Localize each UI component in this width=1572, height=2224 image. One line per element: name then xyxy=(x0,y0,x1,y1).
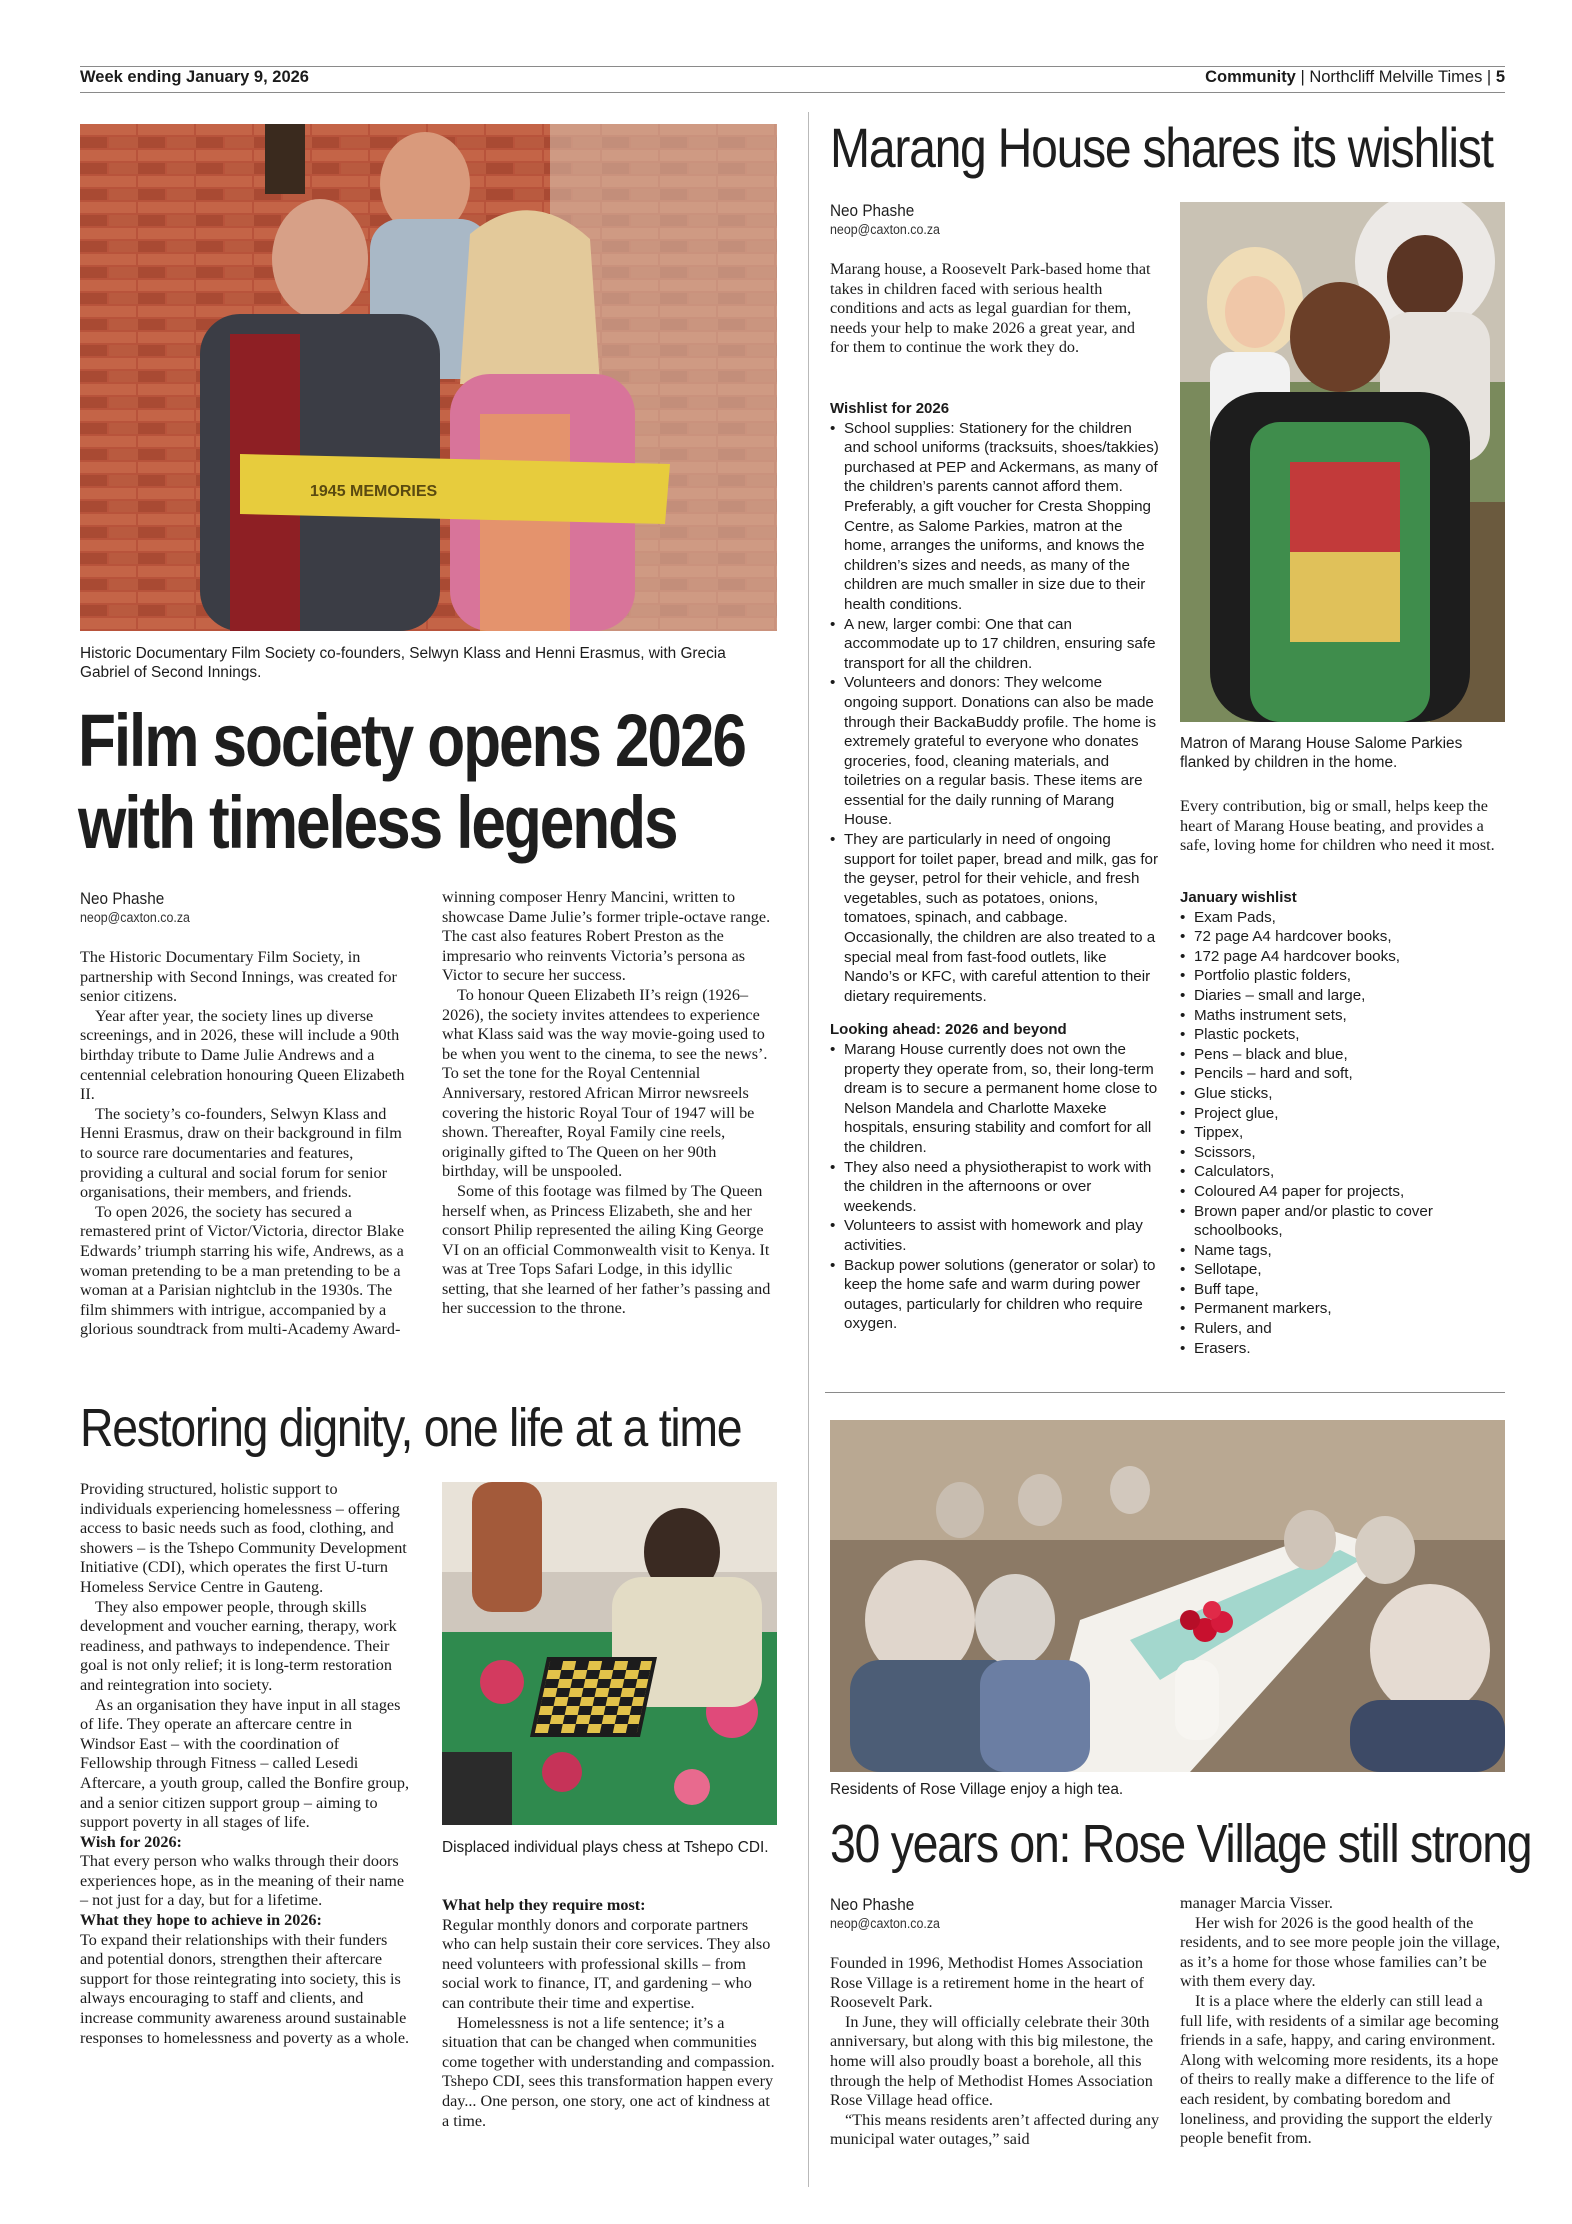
list-item: • Rulers, and xyxy=(1180,1319,1505,1339)
marang-lists xyxy=(830,393,1160,1334)
paragraph: To honour Queen Elizabeth II’s reign (1926–2026), the society invites attendees to experience what Klass said was the way movie-going used to be when you went to the cinema, to see the news’. To set the tone for the Royal Centennial Anniversary, restored African Mirror newsreels covering the historic Royal Tour of 1947 will be shown. Thereafter, Royal Family cine reels, originally gifted to The Queen on her 90th birthday, will be unspooled. xyxy=(442,985,768,1181)
list-item: • Scissors, xyxy=(1180,1143,1505,1163)
list-item: • Backup power solutions (generator or solar) to keep the home safe and warm during power outages, particularly for children who require oxygen. xyxy=(830,1256,1160,1334)
film-society-photo xyxy=(80,124,777,631)
byline-email: neop@caxton.co.za xyxy=(830,222,940,237)
paragraph: Providing structured, holistic support to individuals experiencing homelessness – offering access to basic needs such as food, clothing, and showers – is the Tshepo Community Development Initiative (CDI), which operates the first U-turn Homeless Service Centre in Gauteng. xyxy=(80,1480,407,1596)
byline-name: Neo Phashe xyxy=(80,889,165,908)
rose-village-byline xyxy=(830,1894,950,1932)
list-item: • Plastic pockets, xyxy=(1180,1025,1505,1045)
list-item: • Buff tape, xyxy=(1180,1280,1505,1300)
list-item: • Pencils – hard and soft, xyxy=(1180,1064,1505,1084)
paragraph-heading: What help they require most: xyxy=(442,1896,646,1914)
marang-intro: Marang house, a Roosevelt Park-based home that takes in children faced with serious health conditions and acts as legal guardian for them, needs your help to make 2026 a great year, and for them to continue the work they do. xyxy=(830,260,1151,357)
list-item: • 172 page A4 hardcover books, xyxy=(1180,947,1505,967)
page-number: 5 xyxy=(1495,68,1505,86)
marang-photo-image xyxy=(1180,202,1505,722)
wishlist xyxy=(830,419,1160,1007)
dignity-col2 xyxy=(442,1896,777,2131)
paragraph: “This means residents aren’t affected during any municipal water outages,” said xyxy=(830,2110,1160,2149)
photo-card-text: 1945 MEMORIES xyxy=(310,483,438,500)
film-society-byline xyxy=(80,888,200,926)
list-item: • Tippex, xyxy=(1180,1123,1505,1143)
paragraph: They also empower people, through skills development and voucher earning, therapy, work readiness, and pathways to independence. Their goal is not only relief; it is long-term restoration and reintegration into society. xyxy=(80,1597,397,1694)
marang-headline: Marang House shares its wishlist xyxy=(830,116,1493,179)
paragraph: Founded in 1996, Methodist Homes Association Rose Village is a retirement home in the heart of Roosevelt Park. xyxy=(830,1954,1144,2012)
byline-name: Neo Phashe xyxy=(830,1895,915,1914)
paragraph: In June, they will officially celebrate their 30th anniversary, but along with this big milestone, the home will also proudly boast a borehole, all this through the help of Methodist Homes Association Rose Village head office. xyxy=(830,2012,1154,2110)
list-item: • They also need a physiotherapist to work with the children in the afternoons or over weekends. xyxy=(830,1158,1160,1217)
list-item: • Exam Pads, xyxy=(1180,908,1505,928)
header-separator: | xyxy=(1300,68,1305,86)
section-name: Community xyxy=(1205,68,1296,86)
looking-ahead-list xyxy=(830,1040,1160,1334)
paragraph-heading: Wish for 2026: xyxy=(80,1832,182,1851)
january-wishlist xyxy=(1180,908,1505,1359)
film-society-headline-line1: Film society opens 2026 xyxy=(78,699,745,782)
list-item: • Diaries – small and large, xyxy=(1180,986,1505,1006)
page-header-right xyxy=(1205,67,1505,87)
list-item: • Volunteers and donors: They welcome ongoing support. Donations can also be made through their BackaBuddy profile. The home is extremely grateful to everyone who donates groceries, food, cleaning materials, and toiletries on a regular basis. These items are essential for the daily running of Marang House. xyxy=(830,673,1160,830)
rose-village-headline: 30 years on: Rose Village still strong xyxy=(830,1814,1532,1874)
list-item: • 72 page A4 hardcover books, xyxy=(1180,927,1505,947)
byline-email: neop@caxton.co.za xyxy=(830,1916,940,1931)
paragraph-heading: What they hope to achieve in 2026: xyxy=(80,1911,322,1930)
list-item: • Brown paper and/or plastic to cover schoolbooks, xyxy=(1180,1202,1505,1241)
paragraph: Year after year, the society lines up diverse screenings, and in 2026, these will include a 90th birthday tribute to Dame Julie Andrews and a centennial celebration honouring Queen Elizabeth II. xyxy=(80,1006,405,1104)
rose-village-col2 xyxy=(1180,1894,1505,2149)
list-item: • Permanent markers, xyxy=(1180,1299,1505,1319)
list-item: • Project glue, xyxy=(1180,1104,1505,1124)
list-item: • A new, larger combi: One that can accommodate up to 17 children, ensuring safe transport for all the children. xyxy=(830,615,1160,674)
list-item: • Marang House currently does not own the property they operate from, so, their long-term dream is to secure a permanent home close to Nelson Mandela and Charlotte Maxeke hospitals, ensuring stability and comfort for all the children. xyxy=(830,1040,1160,1158)
film-society-col2 xyxy=(442,888,777,1319)
paragraph: It is a place where the elderly can still lead a full life, with residents of a similar age becoming friends in a safe, happy, and caring environment. Along with welcoming more residents, its a hope of theirs to really make a difference to the life of each resident, by combating boredom and loneliness, and providing the support the elderly people benefit from. xyxy=(1180,1991,1499,2148)
marang-photo xyxy=(1180,202,1505,722)
list-item: • They are particularly in need of ongoing support for toilet paper, bread and milk, gas for the geyser, petrol for their vehicle, and fresh vegetables, such as potatoes, onions, tomatoes, spinach, and cabbage. Occasionally, the children are also treated to a special meal from fast-food outlets, like Nando’s or KFC, with careful attention to their dietary requirements. xyxy=(830,830,1160,1006)
list-item: • Sellotape, xyxy=(1180,1260,1505,1280)
section-divider xyxy=(825,1392,1505,1393)
rose-village-photo-image xyxy=(830,1420,1505,1772)
film-society-headline xyxy=(78,700,775,864)
paragraph: The society’s co-founders, Selwyn Klass and Henni Erasmus, draw on their background in film to source rare documentaries and features, providing a cultural and social forum for senior organisations, their members, and friends. xyxy=(80,1104,402,1202)
rose-village-photo xyxy=(830,1420,1505,1772)
byline-email: neop@caxton.co.za xyxy=(80,910,190,925)
list-item: • Volunteers to assist with homework and play activities. xyxy=(830,1216,1160,1255)
dignity-photo-caption: Displaced individual plays chess at Tshepo CDI. xyxy=(442,1839,769,1856)
list-item: • Portfolio plastic folders, xyxy=(1180,966,1505,986)
list-item: • School supplies: Stationery for the children and school uniforms (tracksuits, shoes/takkies) purchased at PEP and Ackermans, as many of the children’s parents cannot afford them. Preferably, a gift voucher for Cresta Shopping Centre, as Salome Parkies, matron at the home, arranges the uniforms, and knows the children’s sizes and needs, as many of the children are much smaller in size due to their health conditions. xyxy=(830,419,1160,615)
header-bottom-rule xyxy=(80,92,1505,93)
column-divider xyxy=(808,112,809,2187)
marang-byline xyxy=(830,200,950,238)
dignity-photo xyxy=(442,1482,777,1825)
paragraph: To open 2026, the society has secured a remastered print of Victor/Victoria, director Blake Edwards’ triumph starring his wife, Andrews, as a woman pretending to be a man pretending to be a woman at a Parisian nightclub in the 1930s. The film shimmers with intrigue, accompanied by a glorious soundtrack from multi-Academy Award- xyxy=(80,1202,405,1339)
rose-village-photo-caption: Residents of Rose Village enjoy a high tea. xyxy=(830,1781,1124,1798)
paragraph: Regular monthly donors and corporate partners who can help sustain their core services. They also need volunteers with professional skills – from social work to finance, IT, and gardening – who can contribute their time and expertise. xyxy=(442,1915,771,2012)
film-society-photo-caption: Historic Documentary Film Society co-founders, Selwyn Klass and Henni Erasmus, with Grecia Gabriel of Second Innings. xyxy=(80,645,726,682)
header-separator-2: | xyxy=(1486,68,1492,86)
january-wishlist-block xyxy=(1180,888,1505,1358)
publication-name: Northcliff Melville Times xyxy=(1309,68,1483,86)
looking-ahead-heading: Looking ahead: 2026 and beyond xyxy=(830,1021,1067,1039)
january-wishlist-heading: January wishlist xyxy=(1180,889,1297,906)
paragraph: Homelessness is not a life sentence; it’s a situation that can be changed when communities come together with understanding and compassion. Tshepo CDI, sees this transformation happen every day... One person, one story, one act of kindness at a time. xyxy=(442,2013,775,2130)
list-item: • Maths instrument sets, xyxy=(1180,1006,1505,1026)
dignity-col1 xyxy=(80,1480,410,2048)
marang-closing: Every contribution, big or small, helps keep the heart of Marang House beating, and provides a safe, loving home for children who need it most. xyxy=(1180,797,1495,855)
paragraph: That every person who walks through their doors experiences hope, as in the meaning of their name – not just for a day, but for a lifetime. xyxy=(80,1852,405,1910)
paragraph: Some of this footage was filmed by The Queen herself when, as Princess Elizabeth, she and her consort Philip represented the ailing King George VI on an official Commonwealth visit to Kenya. It was at Tree Tops Safari Lodge, in this idyllic setting, that she learned of her father’s passing and her succession to the throne. xyxy=(442,1181,771,1318)
paragraph: To expand their relationships with their funders and potential donors, strengthen their aftercare support for those reintegrating into society, this is always encouraging to staff and clients, and increase community awareness around sustainable responses to homelessness and poverty as a whole. xyxy=(80,1930,410,2047)
wishlist-heading: Wishlist for 2026 xyxy=(830,400,950,417)
list-item: • Name tags, xyxy=(1180,1241,1505,1261)
list-item: • Erasers. xyxy=(1180,1339,1505,1359)
film-society-photo-image xyxy=(80,124,777,631)
marang-photo-caption: Matron of Marang House Salome Parkies flanked by children in the home. xyxy=(1180,735,1463,772)
paragraph: As an organisation they have input in all stages of life. They operate an aftercare centre in Windsor East – with the coordination of Fellowship through Fitness – called Lesedi Aftercare, a youth group, called the Bonfire group, and a senior citizen support group – aiming to support poverty in all stages of life. xyxy=(80,1695,410,1832)
film-society-col1 xyxy=(80,948,405,1340)
list-item: • Pens – black and blue, xyxy=(1180,1045,1505,1065)
paragraph: winning composer Henry Mancini, written to showcase Dame Julie’s former triple-octave range. The cast also features Robert Preston as the impresario who reinvents Victoria’s persona as Victor to secure her success. xyxy=(442,888,771,985)
list-item: • Calculators, xyxy=(1180,1162,1505,1182)
film-society-headline-line2: with timeless legends xyxy=(78,781,677,864)
dignity-headline: Restoring dignity, one life at a time xyxy=(80,1398,742,1458)
paragraph: Her wish for 2026 is the good health of the residents, and to see more people join the village, as it’s a home for those whose families can’t be with them every day. xyxy=(1180,1913,1501,1991)
byline-name: Neo Phashe xyxy=(830,201,915,220)
rose-village-col1 xyxy=(830,1954,1160,2150)
list-item: • Glue sticks, xyxy=(1180,1084,1505,1104)
paragraph: manager Marcia Visser. xyxy=(1180,1894,1333,1912)
dignity-photo-image xyxy=(442,1482,777,1825)
paragraph: The Historic Documentary Film Society, in partnership with Second Innings, was created for senior citizens. xyxy=(80,948,397,1006)
list-item: • Coloured A4 paper for projects, xyxy=(1180,1182,1505,1202)
issue-date: Week ending January 9, 2026 xyxy=(80,68,309,86)
